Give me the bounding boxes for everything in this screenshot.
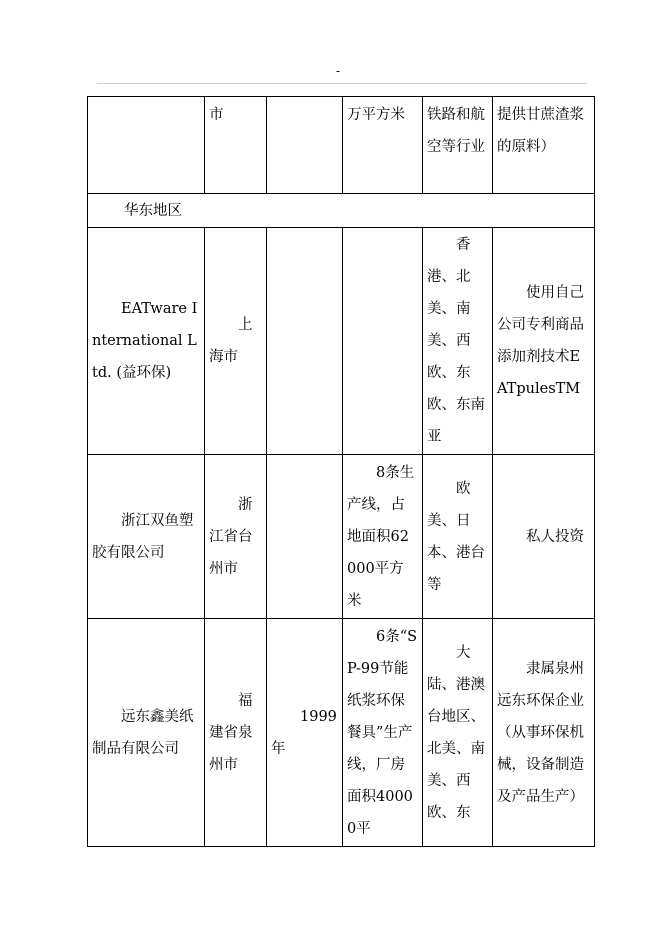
- market-cell: [423, 455, 493, 619]
- company-name: 浙江双鱼塑胶有限公司: [92, 512, 194, 561]
- location-cell: [205, 228, 267, 455]
- location-text: 福建省泉州市: [209, 692, 253, 773]
- notes-cell: [493, 619, 595, 847]
- scale-cell: 万平方米: [343, 97, 423, 194]
- region-row: [88, 194, 595, 228]
- scale-text: 6条“SP-99节能纸浆环保餐具”生产线，厂房面积40000平: [347, 628, 418, 837]
- notes-text: 私人投资: [526, 528, 584, 545]
- scale-cell: [343, 455, 423, 619]
- market-text: 香港、北美、南美、西欧、东欧、东南亚: [427, 237, 485, 445]
- scale-text: 8条生产线，占地面积62000平方米: [347, 464, 415, 609]
- company-name: EATware International Ltd. (益环保): [92, 301, 198, 381]
- company-cell: [88, 228, 205, 455]
- table-row: [88, 455, 595, 619]
- market-text: 欧美、日本、港台等: [427, 480, 485, 593]
- company-cell: [88, 455, 205, 619]
- founded-cell: [267, 228, 343, 455]
- founded-cell: [267, 619, 343, 847]
- location-text: 上海市: [209, 317, 253, 365]
- table-row: [88, 619, 595, 847]
- notes-text: 隶属泉州远东环保企业（从事环保机械，设备制造及产品生产）: [497, 660, 584, 805]
- region-label: 华东地区: [88, 194, 595, 228]
- notes-cell: [493, 455, 595, 619]
- scale-cell: [343, 228, 423, 455]
- market-cell: [423, 228, 493, 455]
- location-cell: [205, 619, 267, 847]
- location-cell: [205, 455, 267, 619]
- market-cell: [423, 619, 493, 847]
- page-header-line: [97, 83, 587, 84]
- notes-cell: 提供甘蔗渣浆的原料）: [493, 97, 595, 194]
- scale-cell: [343, 619, 423, 847]
- location-text: 浙江省台州市: [209, 496, 253, 577]
- table-row: [88, 228, 595, 455]
- company-name: 远东鑫美纸制品有限公司: [92, 708, 194, 757]
- page-header-mark: -: [336, 64, 341, 78]
- company-cell: [88, 97, 205, 194]
- founded-cell: [267, 455, 343, 619]
- market-cell: 铁路和航空等行业: [423, 97, 493, 194]
- company-table: [87, 96, 595, 847]
- table-row: [88, 97, 595, 194]
- notes-cell: [493, 228, 595, 455]
- company-cell: [88, 619, 205, 847]
- notes-text: 使用自己公司专利商品添加剂技术EATpulesTM: [497, 285, 584, 397]
- founded-cell: [267, 97, 343, 194]
- location-cell: 市: [205, 97, 267, 194]
- market-text: 大陆、港澳台地区、北美、南美、西欧、东: [427, 644, 485, 821]
- founded-text: 1999年: [271, 708, 337, 757]
